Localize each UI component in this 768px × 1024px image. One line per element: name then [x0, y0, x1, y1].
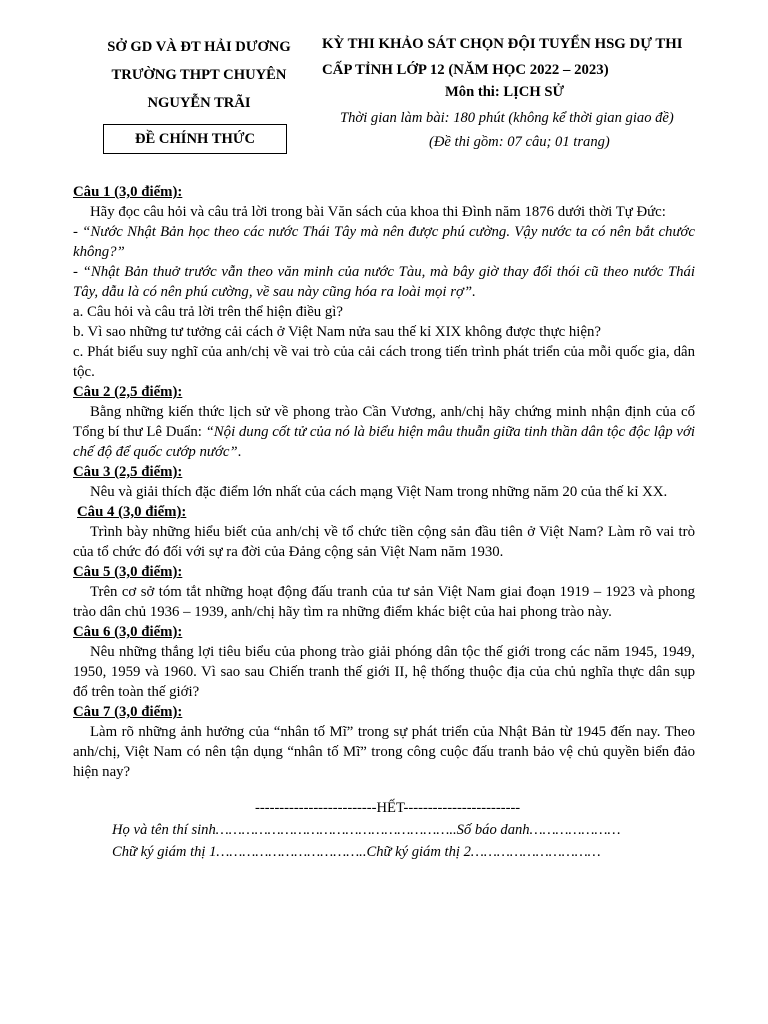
question-1-quote-2: - “Nhật Bản thuở trước vẫn theo văn minh của nước Tàu, mà bây giờ thay đổi thói cũ theo nước Thái Tây, dẫu là có nên phú cường, về sau này cũng hóa ra loài mọi rợ”. — [73, 264, 695, 300]
question-6-heading: Câu 6 (3,0 điểm): — [73, 624, 183, 640]
department-name: SỞ GD VÀ ĐT HẢI DƯƠNG — [107, 39, 291, 55]
question-5-text: Trên cơ sở tóm tắt những hoạt động đấu tranh của tư sản Việt Nam giai đoạn 1919 – 1923 và phong trào dân chủ 1936 – 1939, anh/chị hãy tìm ra những điểm khác biệt của hai phong trào này. — [73, 584, 695, 620]
question-7-text: Làm rõ những ảnh hưởng của “nhân tố Mĩ” trong sự phát triển của Nhật Bản từ 1945 đến nay. Theo anh/chị, Việt Nam có nên tận dụng “nhân tố Mĩ” trong công cuộc đấu tranh bảo vệ chủ quyền biển đảo hiện nay? — [73, 724, 695, 780]
question-7-heading: Câu 7 (3,0 điểm): — [73, 704, 183, 720]
exam-page-count: (Đề thi gồm: 07 câu; 01 trang) — [429, 134, 610, 150]
question-1-part-a: a. Câu hỏi và câu trả lời trên thể hiện điều gì? — [73, 304, 343, 320]
question-1-part-c: c. Phát biểu suy nghĩ của anh/chị về vai trò của cải cách trong tiến trình phát triển của mỗi quốc gia, dân tộc. — [73, 344, 695, 380]
exam-duration: Thời gian làm bài: 180 phút (không kể thời gian giao đề) — [340, 110, 674, 126]
school-name-line2: NGUYỄN TRÃI — [147, 95, 251, 111]
question-2-end: . — [237, 444, 242, 460]
end-marker: -------------------------HẾT------------------------ — [255, 800, 521, 816]
school-name-line1: TRƯỜNG THPT CHUYÊN — [111, 67, 287, 83]
question-3-text: Nêu và giải thích đặc điểm lớn nhất của cách mạng Việt Nam trong những năm 20 của thế kỉ XX. — [90, 484, 668, 500]
exam-content — [73, 182, 695, 782]
question-2-quote: “Nội dung cốt tử của nó là biểu hiện mâu thuẫn giữa tinh thần dân tộc độc lập với chế độ để quốc cướp nước” — [73, 424, 695, 460]
question-1-quote-1: - “Nước Nhật Bản học theo các nước Thái Tây mà nên được phú cường. Vậy nước ta có nên bắt chước không?” — [73, 224, 695, 260]
question-1-intro: Hãy đọc câu hỏi và câu trả lời trong bài Văn sách của khoa thi Đình năm 1876 dưới thời Tự Đức: — [90, 204, 666, 220]
question-2-prompt: Bằng những kiến thức lịch sử về phong trào Cần Vương, anh/chị hãy chứng minh nhận định của cố Tổng bí thư Lê Duẩn: — [73, 404, 695, 440]
question-1-part-b: b. Vì sao những tư tưởng cải cách ở Việt Nam nửa sau thế kỉ XIX không được thực hiện? — [73, 324, 601, 340]
question-2-text — [73, 402, 695, 462]
question-4 — [73, 502, 695, 562]
question-6 — [73, 622, 695, 702]
question-7 — [73, 702, 695, 782]
exam-title-line2: CẤP TỈNH LỚP 12 (NĂM HỌC 2022 – 2023) — [322, 62, 609, 78]
question-5-heading: Câu 5 (3,0 điểm): — [73, 564, 183, 580]
invigilator-signature-line: Chữ ký giám thị 1……………………………..Chữ ký giám thị 2………………………… — [112, 844, 601, 860]
exam-title — [322, 31, 742, 83]
school-header — [74, 33, 324, 117]
question-1-heading: Câu 1 (3,0 điểm): — [73, 184, 183, 200]
question-3 — [73, 462, 695, 502]
question-1 — [73, 182, 695, 382]
exam-title-line1: KỲ THI KHẢO SÁT CHỌN ĐỘI TUYỂN HSG DỰ THI — [322, 36, 683, 52]
official-exam-label: ĐỀ CHÍNH THỨC — [103, 124, 287, 154]
question-4-text: Trình bày những hiểu biết của anh/chị về tổ chức tiền cộng sản đầu tiên ở Việt Nam? Làm rõ vai trò của tổ chức đó đối với sự ra đời của Đảng cộng sản Việt Nam năm 1930. — [73, 524, 695, 560]
question-2-heading: Câu 2 (2,5 điểm): — [73, 384, 183, 400]
question-2 — [73, 382, 695, 462]
question-3-heading: Câu 3 (2,5 điểm): — [73, 464, 183, 480]
exam-subject: Môn thi: LỊCH SỬ — [445, 84, 565, 100]
question-6-text: Nêu những thắng lợi tiêu biểu của phong trào giải phóng dân tộc thế giới trong các năm 1945, 1949, 1950, 1959 và 1960. Vì sao sau Chiến tranh thế giới II, hệ thống thuộc địa của chủ nghĩa thực dân sụp đổ trên toàn thế giới? — [73, 644, 695, 700]
candidate-info-line: Họ và tên thí sinh………………………………………………..Số báo danh………………… — [112, 822, 621, 838]
question-4-heading: Câu 4 (3,0 điểm): — [77, 504, 187, 520]
question-5 — [73, 562, 695, 622]
